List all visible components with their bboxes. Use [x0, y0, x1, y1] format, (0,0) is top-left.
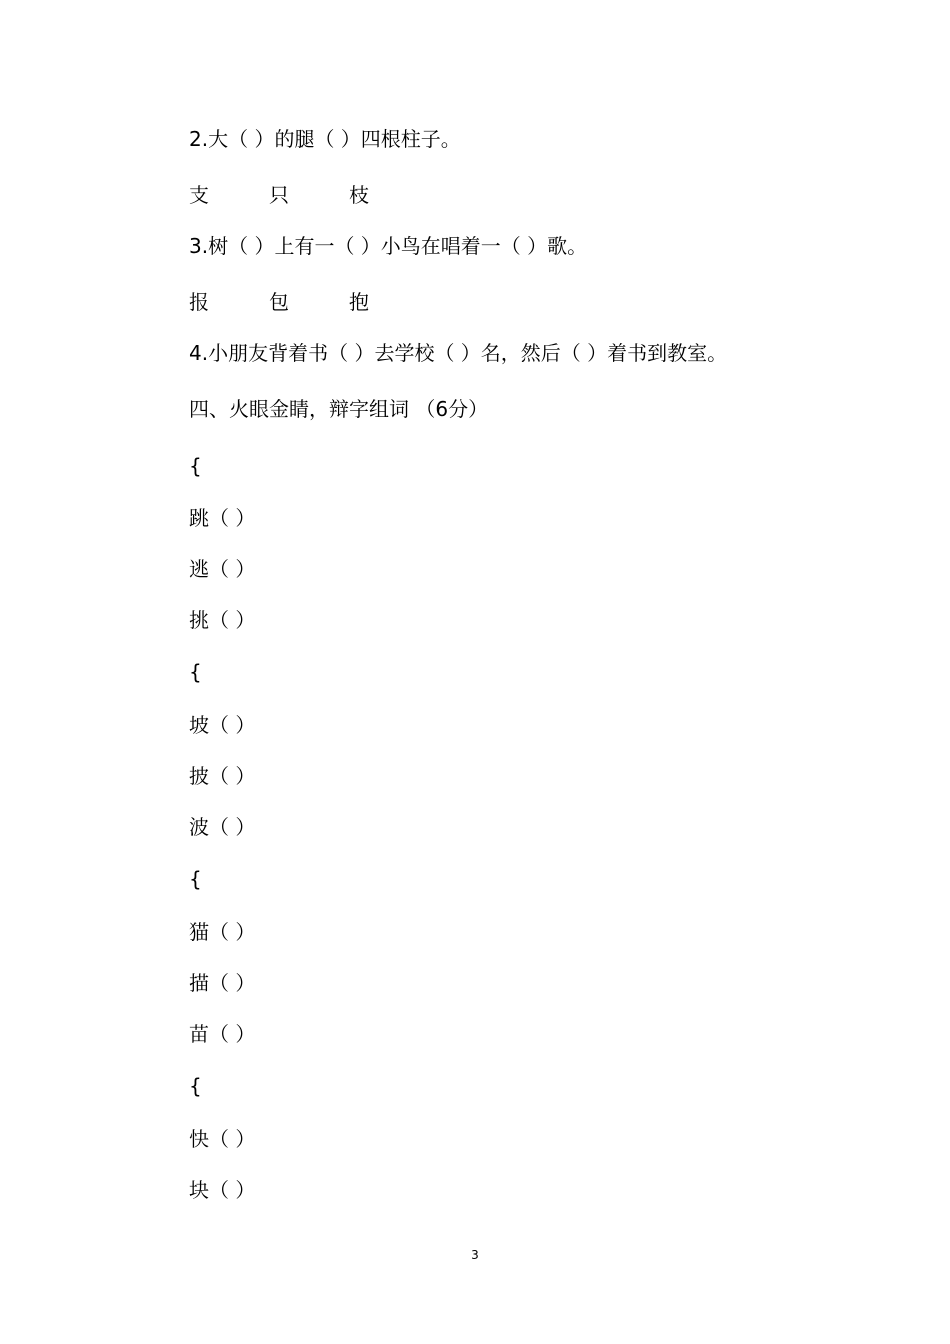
word-item: 猫（ ） — [189, 920, 256, 944]
option-word: 枝 — [349, 183, 369, 207]
question-4: 4.小朋友背着书（ ）去学校（ ）名，然后（ ）着书到教室。 — [189, 341, 728, 365]
section-4-title: 四、火眼金睛，辩字组词 （6分） — [189, 397, 489, 421]
group-brace: { — [189, 867, 202, 891]
group-brace: { — [189, 1074, 202, 1098]
question-3: 3.树（ ）上有一（ ）小鸟在唱着一（ ）歌。 — [189, 234, 588, 258]
word-item: 跳（ ） — [189, 506, 256, 530]
word-item: 块（ ） — [189, 1178, 256, 1202]
word-item: 描（ ） — [189, 971, 256, 995]
word-item: 挑（ ） — [189, 608, 256, 632]
question-3-options — [189, 290, 429, 314]
option-word: 报 — [189, 290, 209, 314]
word-item: 坡（ ） — [189, 713, 256, 737]
word-item: 逃（ ） — [189, 557, 256, 581]
group-brace: { — [189, 454, 202, 478]
group-brace: { — [189, 660, 202, 684]
word-item: 波（ ） — [189, 815, 256, 839]
option-word: 只 — [269, 183, 289, 207]
option-word: 包 — [269, 290, 289, 314]
word-item: 披（ ） — [189, 764, 256, 788]
option-word: 支 — [189, 183, 209, 207]
question-2-options — [189, 183, 429, 207]
word-item: 苗（ ） — [189, 1022, 256, 1046]
option-word: 抱 — [349, 290, 369, 314]
word-item: 快（ ） — [189, 1127, 256, 1151]
page-number: 3 — [471, 1248, 479, 1262]
question-2: 2.大（ ）的腿（ ）四根柱子。 — [189, 127, 461, 151]
